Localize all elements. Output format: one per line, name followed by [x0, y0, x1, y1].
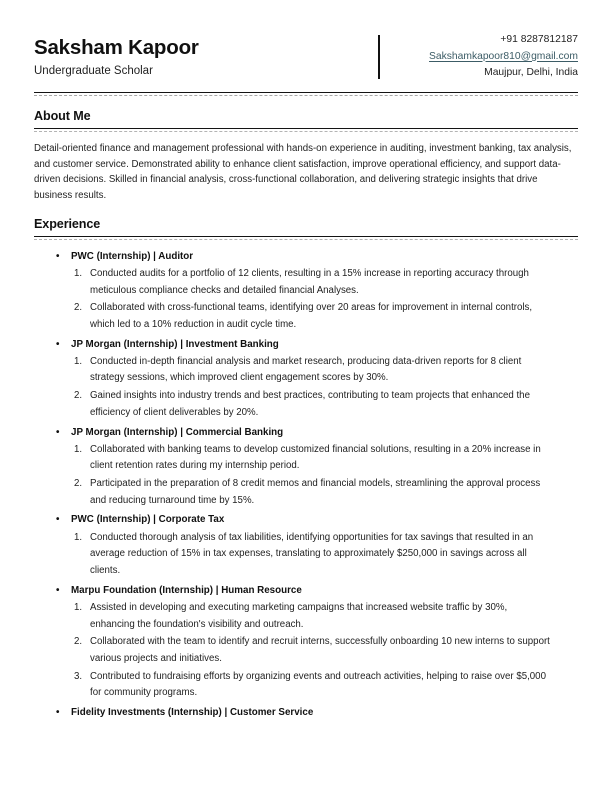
section-experience: [34, 217, 578, 720]
experience-entry: [34, 249, 578, 334]
bullet-icon: •: [56, 707, 60, 718]
about-me-text: Detail-oriented finance and management professional with hands-on experience in auditing, investment banking, tax analysis, and customer service. Demonstrated ability to enhance client satisfaction, improve operational efficiency, and support data-driven decisions. Skilled in financial analysis, cross-functional collaboration, and delivering strategic insights that drive business results.: [34, 142, 572, 201]
experience-entry-title: Fidelity Investments (Internship) | Customer Service: [71, 707, 314, 718]
experience-list: [34, 249, 578, 720]
bullet-icon: •: [56, 584, 60, 596]
experience-entry-heading: [34, 512, 578, 527]
list-item-number: 2.: [74, 390, 83, 402]
list-item-text: Conducted in-depth financial analysis and market research, producing data-driven reports for 8 client strategy sessions, which improved client engagement scores by 30%.: [90, 355, 522, 384]
list-item-text: Contributed to fundraising efforts by organizing events and outreach activities, helping to raise over $5,000 for community programs.: [90, 670, 546, 699]
list-item: [34, 600, 578, 633]
header-identity: [34, 33, 378, 81]
experience-bullet-list: [34, 266, 578, 334]
list-item-text: Conducted thorough analysis of tax liabilities, identifying opportunities for tax savings that resulted in an average reduction of 15% in tax expenses, translating to approximately $250,000 in savings across all clients.: [90, 531, 534, 577]
list-item-text: Collaborated with cross-functional teams, identifying over 20 areas for improvement in internal controls, which led to a 10% reduction in audit cycle time.: [90, 302, 533, 330]
experience-bullet-list: [34, 600, 578, 702]
header-subtitle: Undergraduate Scholar: [34, 64, 153, 77]
contact-location: Maujpur, Delhi, India: [484, 67, 578, 79]
list-item-number: 1.: [74, 267, 83, 279]
page-title: Saksham Kapoor: [34, 36, 199, 60]
list-item: [34, 669, 578, 702]
header-divider-rule: [34, 92, 578, 96]
list-item-text: Conducted audits for a portfolio of 12 clients, resulting in a 15% increase in reporting accuracy through meticulous compliance checks and detailed financial Analyses.: [90, 267, 529, 296]
bullet-icon: •: [56, 514, 60, 526]
list-item-number: 2.: [74, 478, 83, 490]
about-me-rule: [34, 128, 578, 132]
list-item-number: 1.: [74, 355, 83, 367]
experience-entry-heading: [34, 583, 578, 598]
list-item-text: Assisted in developing and executing marketing campaigns that increased website traffic by 30%, enhancing the foundation's visibility and outreach.: [90, 601, 508, 630]
experience-entry-title: PWC (Internship) | Corporate Tax: [71, 514, 225, 526]
list-item: [34, 442, 578, 475]
list-item: [34, 388, 578, 421]
contact-email-line: [394, 50, 578, 65]
experience-entry: [34, 583, 578, 702]
list-item-number: 2.: [74, 636, 83, 648]
list-item-text: Collaborated with banking teams to develop customized financial solutions, resulting in a 20% increase in client retention rates during my internship period.: [90, 443, 541, 472]
about-me-heading: About Me: [34, 108, 91, 123]
list-item: [34, 266, 578, 299]
experience-heading: Experience: [34, 216, 101, 231]
experience-entry-title: JP Morgan (Internship) | Commercial Banking: [71, 426, 284, 438]
experience-entry: [34, 425, 578, 510]
bullet-icon: •: [56, 250, 60, 262]
list-item-number: 1.: [74, 601, 83, 613]
experience-rule: [34, 236, 578, 240]
experience-entry: [34, 512, 578, 579]
experience-bullet-list: [34, 354, 578, 422]
list-item-number: 1.: [74, 443, 83, 455]
experience-entry-heading: [34, 249, 578, 264]
list-item-number: 3.: [74, 670, 83, 682]
list-item-number: 1.: [74, 531, 83, 543]
list-item: [34, 634, 578, 667]
list-item: [34, 300, 578, 333]
contact-email-link[interactable]: Sakshamkapoor810@gmail.com: [429, 50, 578, 62]
resume-header: [34, 0, 578, 81]
list-item-text: Gained insights into industry trends and best practices, contributing to team projects that enhanced the efficiency of client deliverables by 20%.: [90, 390, 530, 418]
contact-phone: +91 8287812187: [500, 34, 578, 45]
list-item: [34, 530, 578, 580]
bullet-icon: •: [56, 338, 60, 350]
experience-entry: [34, 705, 578, 720]
list-item-number: 2.: [74, 302, 83, 314]
experience-entry-title: Marpu Foundation (Internship) | Human Resource: [71, 584, 302, 596]
list-item-text: Participated in the preparation of 8 credit memos and financial models, streamlining the approval process and reducing turnaround time by 15%.: [90, 478, 541, 506]
section-about-me: [34, 109, 578, 204]
list-item-text: Collaborated with the team to identify and recruit interns, successfully onboarding 10 new interns to support various projects and initiatives.: [90, 636, 550, 664]
list-item: [34, 476, 578, 509]
experience-entry-title: JP Morgan (Internship) | Investment Banking: [71, 338, 279, 350]
experience-entry: [34, 337, 578, 422]
experience-entry-title: PWC (Internship) | Auditor: [71, 250, 194, 262]
list-item: [34, 354, 578, 387]
experience-bullet-list: [34, 442, 578, 510]
bullet-icon: •: [56, 426, 60, 438]
contact-block: [380, 33, 578, 81]
experience-entry-heading: [34, 425, 578, 440]
experience-bullet-list: [34, 530, 578, 580]
experience-entry-heading: [34, 337, 578, 352]
experience-entry-heading: [34, 705, 578, 720]
